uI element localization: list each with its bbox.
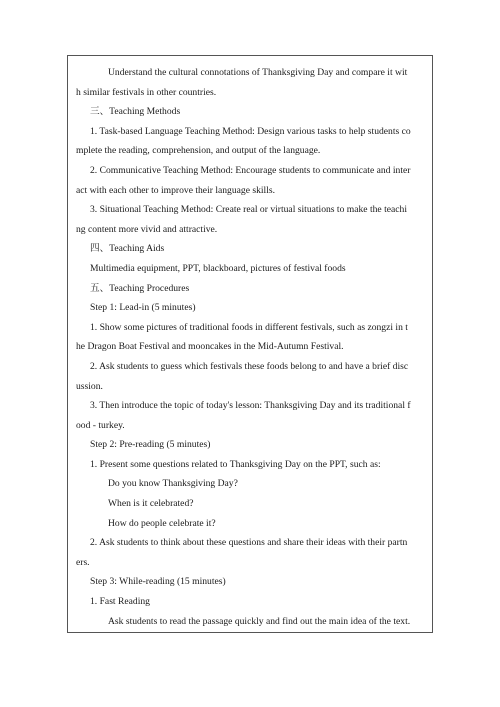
text-line: How do people celebrate it? [108,517,216,529]
text-line: 1. Task-based Language Teaching Method: Design various tasks to help students co [90,125,411,137]
text-line: Step 1: Lead-in (5 minutes) [90,302,196,314]
text-line: 2. Ask students to guess which festivals these foods belong to and have a brief disc [90,360,409,372]
text-line: h similar festivals in other countries. [76,86,217,98]
text-line: act with each other to improve their language skills. [76,184,276,196]
text-line: ood - turkey. [76,419,125,431]
text-line: When is it celebrated? [108,498,194,510]
text-line: 四、Teaching Aids [90,243,165,255]
text-line: ers. [76,556,90,568]
text-line: Understand the cultural connotations of Thanksgiving Day and compare it wit [108,67,408,78]
text-line: ng content more vivid and attractive. [76,223,218,235]
text-line: 五、Teaching Procedures [90,282,190,294]
text-line: 3. Situational Teaching Method: Create real or virtual situations to make the teachi [90,204,407,216]
text-line: Step 2: Pre-reading (5 minutes) [90,439,211,451]
text-line: Step 3: While-reading (15 minutes) [90,576,226,588]
lesson-plan-text [76,63,428,631]
text-line: Do you know Thanksgiving Day? [108,478,238,490]
text-line: mplete the reading, comprehension, and output of the language. [76,145,321,157]
text-line: Ask students to read the passage quickly and find out the main idea of the text. [108,615,411,627]
text-line: 1. Fast Reading [90,596,150,608]
text-line: 1. Show some pictures of traditional foods in different festivals, such as zongzi in t [90,321,408,333]
text-line: ussion. [76,380,103,392]
text-line: 2. Ask students to think about these questions and share their ideas with their partn [90,537,408,549]
text-line: 1. Present some questions related to Thanksgiving Day on the PPT, such as: [90,458,381,470]
text-line: he Dragon Boat Festival and mooncakes in the Mid-Autumn Festival. [76,341,344,353]
text-line: 三、Teaching Methods [90,106,181,118]
text-line: 3. Then introduce the topic of today's lesson: Thanksgiving Day and its traditional f [90,400,411,412]
text-line: Multimedia equipment, PPT, blackboard, pictures of festival foods [90,262,346,274]
text-line: 2. Communicative Teaching Method: Encourage students to communicate and inter [90,164,411,176]
